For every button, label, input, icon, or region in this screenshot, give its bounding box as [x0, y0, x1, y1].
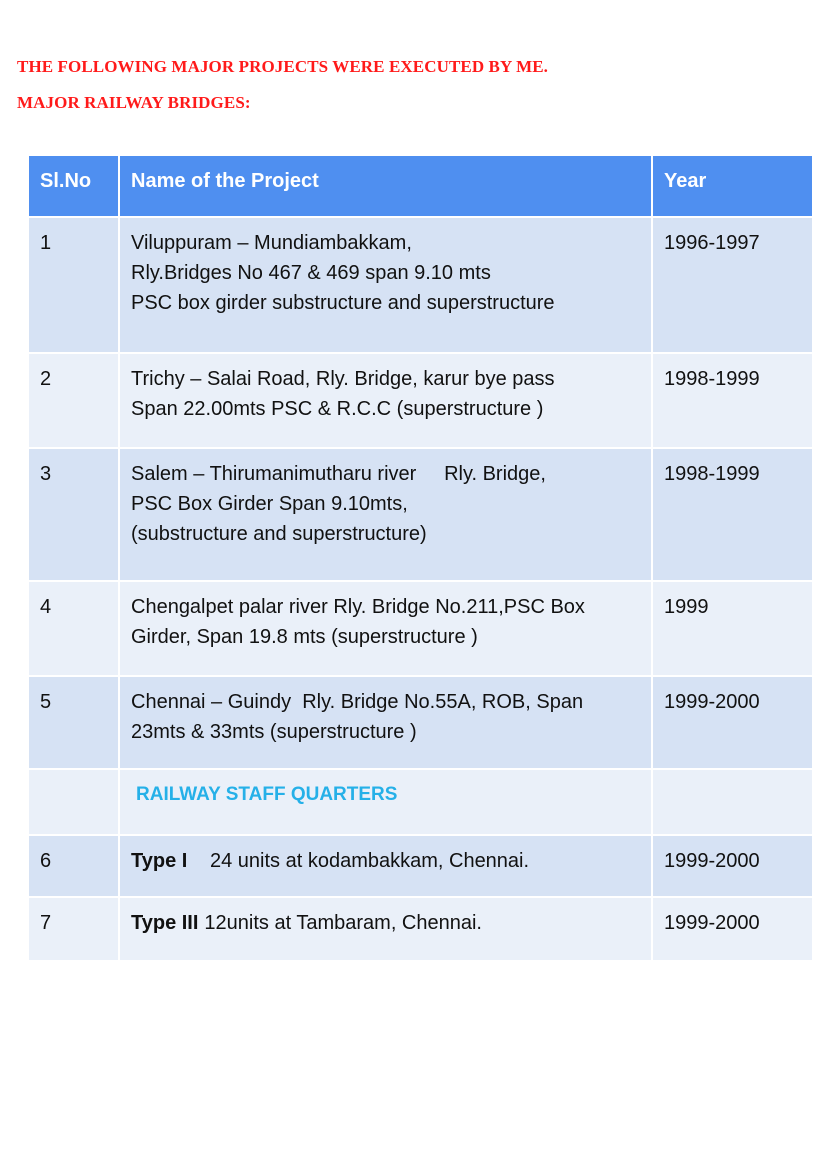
cell-slno: 5 [29, 676, 119, 769]
table-header-row [29, 156, 812, 217]
cell-project-name [119, 448, 652, 581]
cell-project-name [119, 676, 652, 769]
cell-year: 1999 [652, 581, 812, 676]
table-row [29, 676, 812, 769]
cell-project-name [119, 217, 652, 353]
project-line: Viluppuram – Mundiambakkam, [131, 232, 412, 254]
table-row [29, 217, 812, 353]
cell-slno: 6 [29, 835, 119, 897]
cell-year [652, 769, 812, 835]
cell-year: 1996-1997 [652, 217, 812, 353]
cell-year: 1999-2000 [652, 835, 812, 897]
cell-project-name [119, 835, 652, 897]
table-row [29, 448, 812, 581]
project-line: Chengalpet palar river Rly. Bridge No.211,PSC Box [131, 596, 585, 618]
cell-year: 1999-2000 [652, 897, 812, 961]
quarters-type-label: Type III [131, 912, 199, 934]
cell-year: 1998-1999 [652, 448, 812, 581]
cell-project-name [119, 769, 652, 835]
heading-railway-bridges: MAJOR RAILWAY BRIDGES: [17, 93, 251, 112]
cell-year: 1998-1999 [652, 353, 812, 448]
column-header-year: Year [652, 156, 812, 217]
table-row [29, 581, 812, 676]
project-line: Girder, Span 19.8 mts (superstructure ) [131, 626, 478, 648]
quarters-description: 12units at Tambaram, Chennai. [204, 912, 482, 934]
cell-slno [29, 769, 119, 835]
project-line: PSC Box Girder Span 9.10mts, [131, 493, 408, 515]
project-line: Rly.Bridges No 467 & 469 span 9.10 mts [131, 262, 491, 284]
cell-slno: 4 [29, 581, 119, 676]
project-line: Salem – Thirumanimutharu river Rly. Bridge, [131, 463, 546, 485]
cell-project-name [119, 581, 652, 676]
column-header-project-name: Name of the Project [119, 156, 652, 217]
heading-major-projects: THE FOLLOWING MAJOR PROJECTS WERE EXECUTED BY ME. [17, 57, 549, 76]
quarters-type-label: Type I [131, 850, 188, 872]
cell-project-name [119, 353, 652, 448]
table-row [29, 897, 812, 961]
section-row-staff-quarters [29, 769, 812, 835]
project-line: (substructure and superstructure) [131, 523, 427, 545]
cell-slno: 1 [29, 217, 119, 353]
cell-slno: 7 [29, 897, 119, 961]
project-line: 23mts & 33mts (superstructure ) [131, 721, 417, 743]
table-row [29, 353, 812, 448]
cell-slno: 2 [29, 353, 119, 448]
project-line [131, 846, 641, 876]
column-header-slno: Sl.No [29, 156, 119, 217]
project-line: Chennai – Guindy Rly. Bridge No.55A, ROB, Span [131, 691, 584, 713]
project-line: PSC box girder substructure and superstructure [131, 292, 555, 314]
projects-table [29, 156, 812, 962]
cell-slno: 3 [29, 448, 119, 581]
project-line: Span 22.00mts PSC & R.C.C (superstructure ) [131, 398, 544, 420]
table-row [29, 835, 812, 897]
quarters-description: 24 units at kodambakkam, Chennai. [193, 850, 530, 872]
cell-year: 1999-2000 [652, 676, 812, 769]
project-line [131, 908, 641, 938]
section-label-railway-staff-quarters: RAILWAY STAFF QUARTERS [136, 784, 398, 805]
project-line: Trichy – Salai Road, Rly. Bridge, karur bye pass [131, 368, 555, 390]
cell-project-name [119, 897, 652, 961]
